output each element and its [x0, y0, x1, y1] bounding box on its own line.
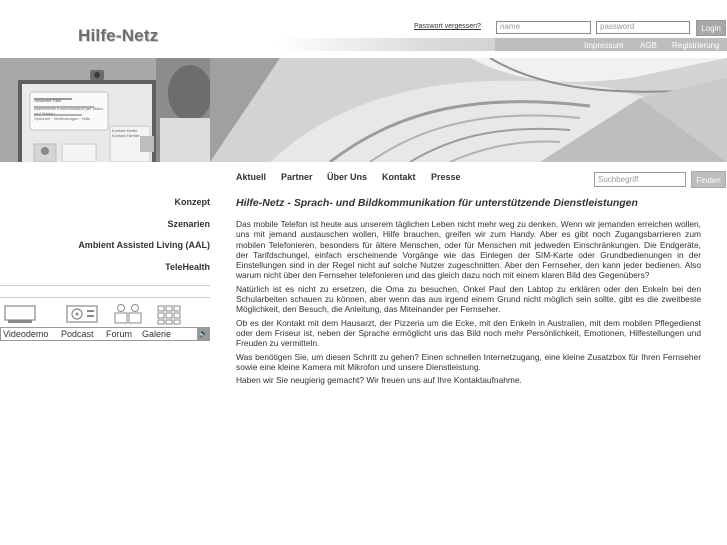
sidebar-divider	[0, 285, 210, 286]
galerie-icon[interactable]	[157, 305, 187, 325]
search-input[interactable]: Suchbegriff	[594, 172, 686, 187]
content-paragraph: Was benötigen Sie, um diesen Schritt zu gehen? Einen schnellen Internetzugang, eine kleine Zusatzbox für Ihren Fernseher sowie eine kleine Kamera mit Mikrofon und unsere Dienstleistung.	[236, 351, 701, 372]
videodemo-link[interactable]: Videodemo	[3, 329, 49, 339]
content-body	[236, 219, 701, 388]
content-paragraph: Haben wir Sie neugierig gemacht? Wir freuen uns auf Ihre Kontaktaufnahme.	[236, 375, 522, 386]
sidebar-item-szenarien[interactable]: Szenarien	[167, 219, 210, 229]
impressum-link[interactable]: Impressum	[584, 41, 624, 50]
site-logo[interactable]: Hilfe-Netz	[78, 26, 159, 45]
nav-ueber-uns[interactable]: Über Uns	[327, 172, 368, 182]
nav-kontakt[interactable]: Kontakt	[382, 172, 416, 182]
sidebar-item-telehealth[interactable]: TeleHealth	[165, 262, 210, 272]
videodemo-icon[interactable]	[4, 305, 36, 325]
sidebar-item-aal[interactable]: Ambient Assisted Living (AAL)	[78, 240, 210, 250]
content-paragraph: Das mobile Telefon ist heute aus unserem täglichen Leben nicht mehr weg zu denken. Wenn wir jemanden erreichen wollen, uns mit jemand austauschen wollen, Hilfe brauchen, greifen wir zum Handy. Aber es gibt noch Zugangsbarrieren zum mobilen Telefonieren, besonders für ältere Menschen, oder für Menschen mit jedweden Einschränkungen. Die Endgeräte, der Tarifdschungel, einfach erscheinende Vorgänge wie das Einlegen der SIM-Karte oder Grundbedienungen in der Einstellungen sind in der Regel nicht auf solche Nutzer zugeschnitten. Aber den Fernseher, den kann jeder bedienen. Also warum nicht über den Fernseher telefonieren und das gleich dazu noch mit einem klaren Bild des Gegenübers?	[236, 219, 701, 281]
password-input[interactable]: password	[596, 21, 690, 34]
agb-link[interactable]: AGB	[640, 41, 657, 50]
sidebar-divider	[0, 297, 210, 298]
nav-aktuell[interactable]: Aktuell	[236, 172, 267, 182]
tv-screen-text: Gesamter Fälle	[34, 98, 62, 103]
content-paragraph: Ob es der Kontakt mit dem Hausarzt, der Pizzeria um die Ecke, mit den Enkeln in Australien, mit dem mobilen Pflegedienst oder dem Friseur ist, neben der Sprache ermöglicht uns das Bild noch mehr Persönlichkeit, Emotionen, Hilfestellungen und Freuden zu vermitteln.	[236, 317, 701, 349]
content-paragraph: Natürlich ist es nicht zu ersetzen, die Oma zu besuchen, Onkel Paul den Labtop zu erklären oder den Enkeln bei den Schularbeiten schauen zu können, aber wenn das aus irgend einem Grund nicht möglich sein sollte, gibt es die zweitbeste Möglichkeit, den Besuch, die Anleitung, das Miteinander per Fernseher.	[236, 283, 701, 315]
speaker-icon[interactable]: 🔈	[198, 329, 209, 338]
nav-presse[interactable]: Presse	[431, 172, 461, 182]
tv-screen-text: Kontakt Helfer Kontakt Familie	[112, 128, 140, 138]
staircase-illustration	[210, 58, 727, 162]
login-button[interactable]: Login	[696, 20, 726, 36]
sidebar-item-konzept[interactable]: Konzept	[174, 197, 210, 207]
forum-icon[interactable]	[113, 303, 145, 325]
podcast-link[interactable]: Podcast	[61, 329, 94, 339]
search-button[interactable]: Finden	[691, 171, 726, 188]
forum-link[interactable]: Forum	[106, 329, 133, 339]
hero-staircase-photo	[210, 58, 727, 162]
tv-screen-text: Barrierefreie Kommunikation per Video und Telefon Optionen · Verbindungen · Hilfe	[34, 106, 103, 121]
podcast-icon[interactable]	[66, 304, 98, 324]
page-title: Hilfe-Netz - Sprach- und Bildkommunikation für unterstützende Dienstleistungen	[236, 197, 638, 209]
forgot-password-link[interactable]: Passwort vergessen?	[414, 23, 481, 30]
galerie-link[interactable]: Galerie	[142, 329, 172, 339]
name-input[interactable]: name	[496, 21, 591, 34]
nav-partner[interactable]: Partner	[281, 172, 313, 182]
registrierung-link[interactable]: Registrierung	[672, 41, 720, 50]
